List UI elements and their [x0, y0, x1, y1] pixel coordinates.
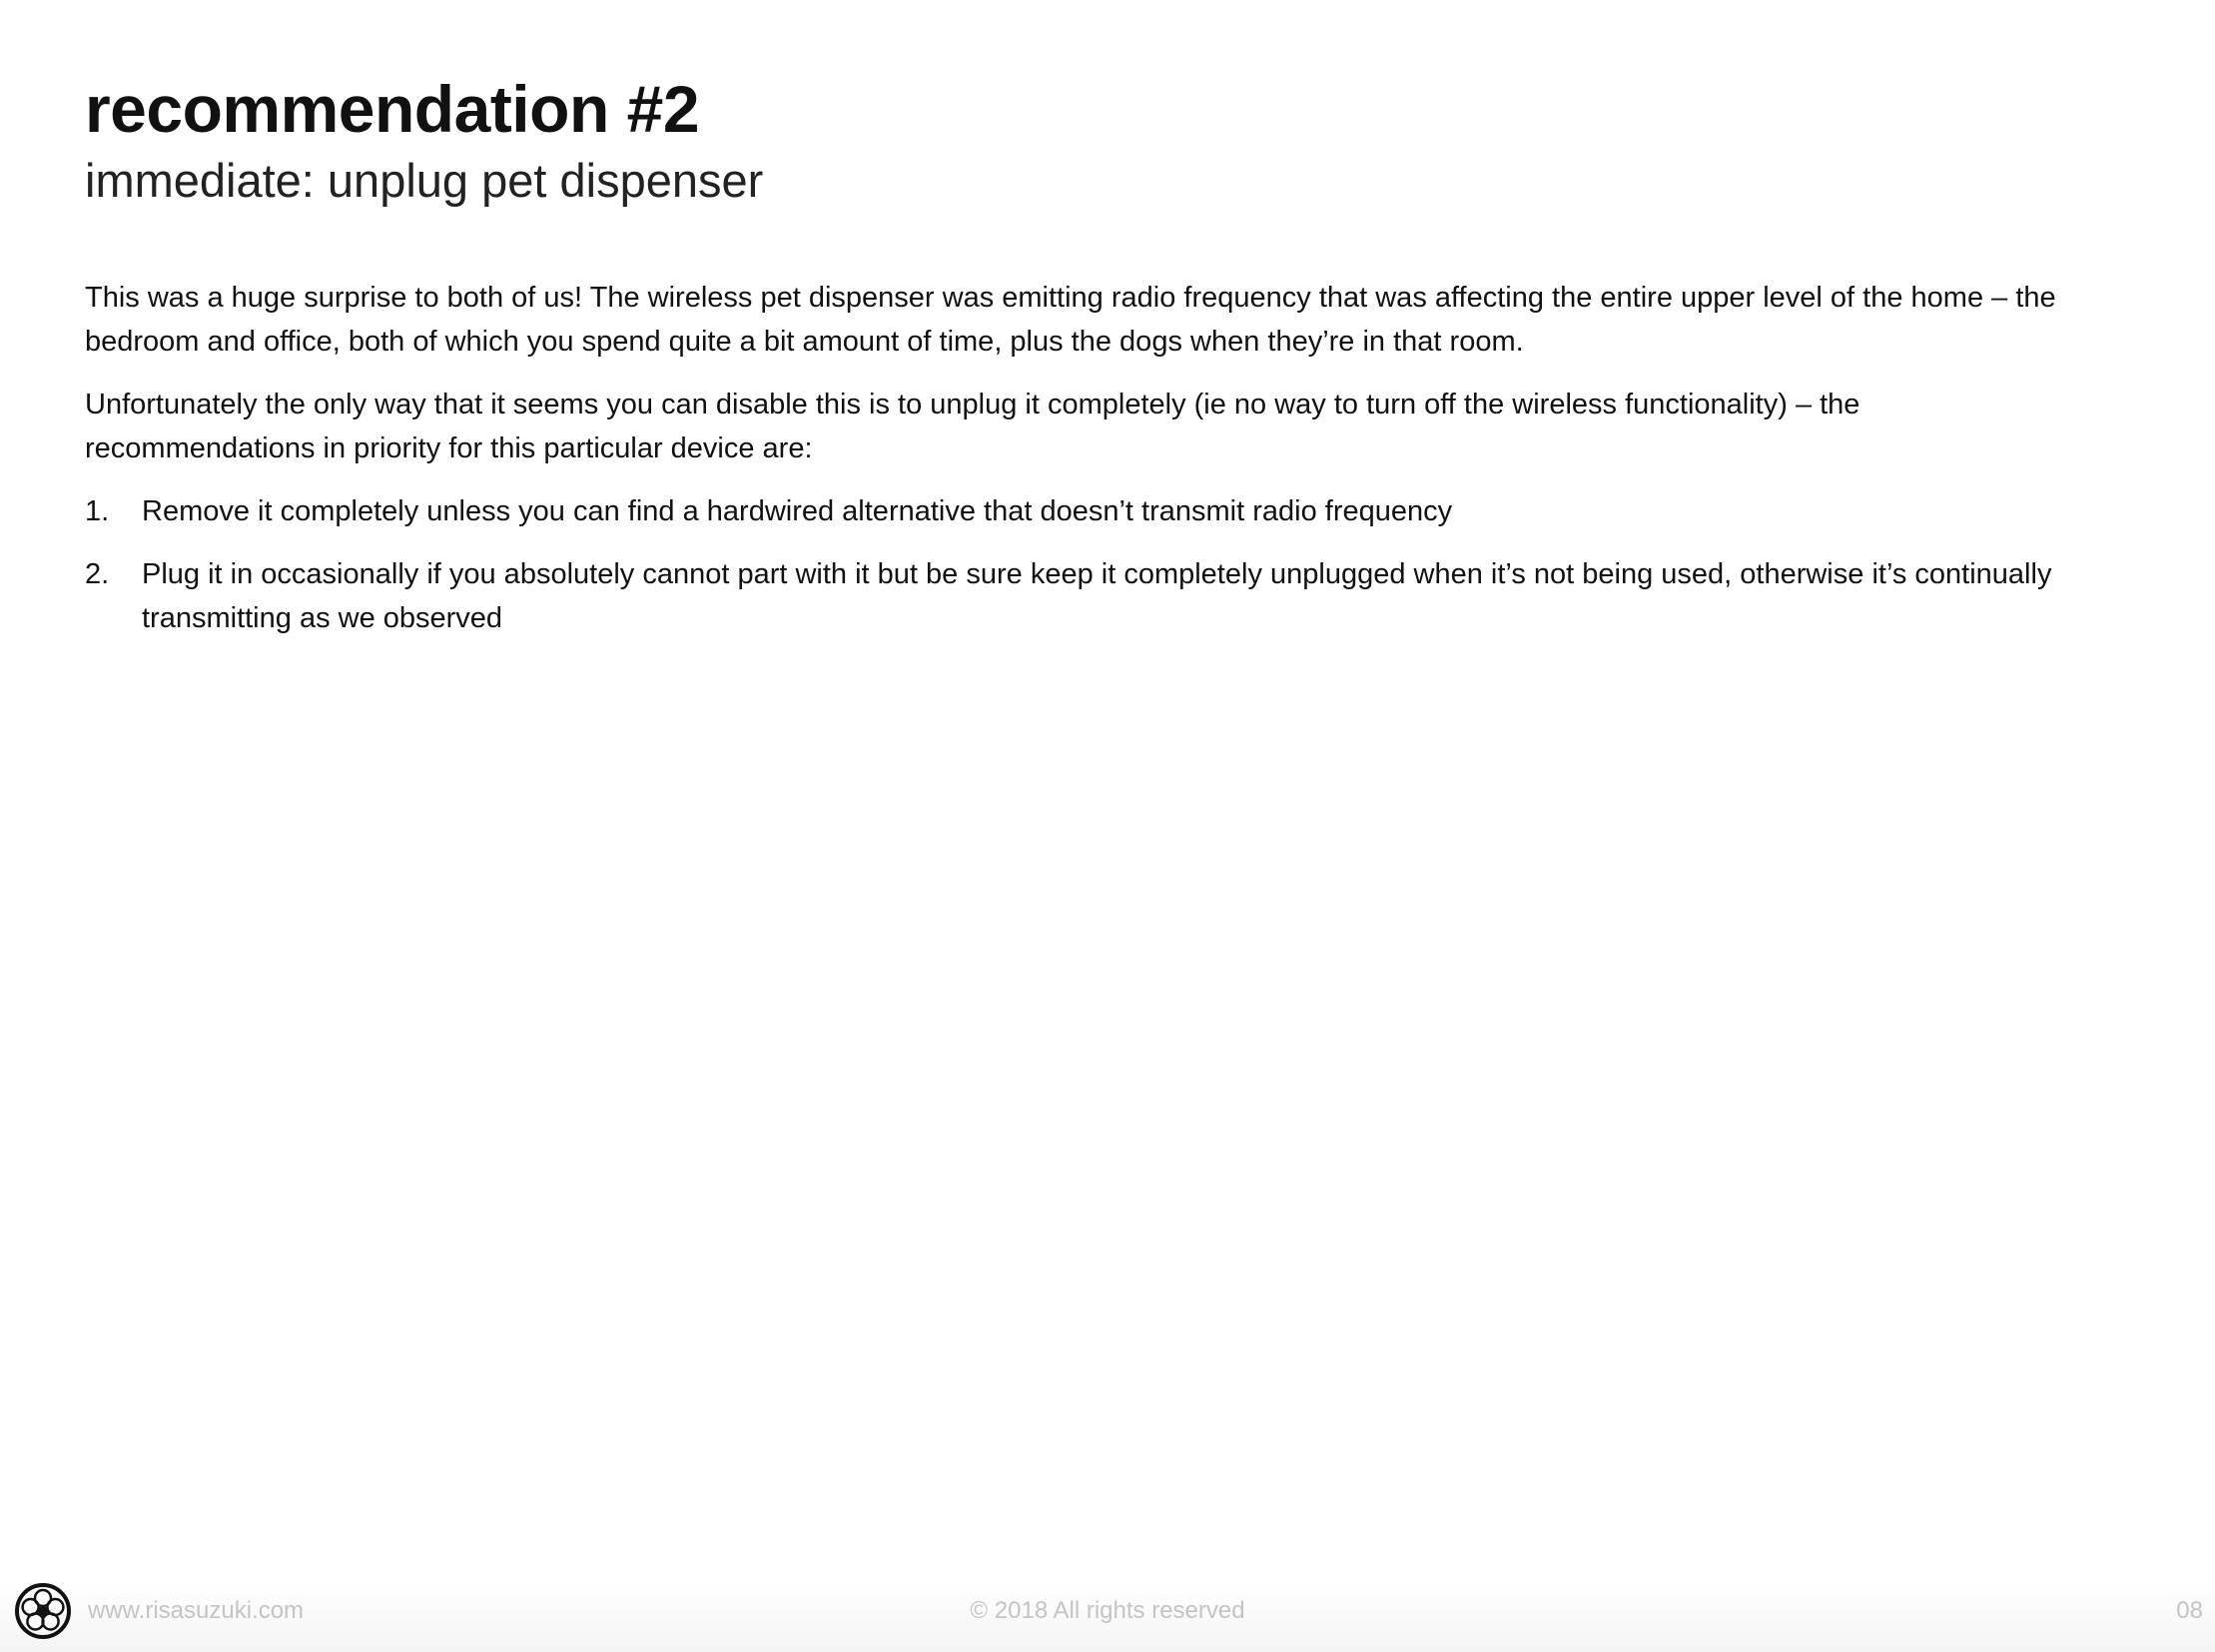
body-paragraph: Unfortunately the only way that it seems you can disable this is to unplug it completely (ie no way to turn off the wireless functionality) – the recommendations in priority for this particular device are:	[85, 389, 1860, 464]
list-item	[85, 552, 2092, 640]
list-item-number: 1.	[85, 495, 110, 527]
list-item	[85, 489, 2092, 533]
footer-copyright: © 2018 All rights reserved	[970, 1597, 1245, 1624]
list-item-text: Remove it completely unless you can find a hardwired alternative that doesn’t transmit radio frequency	[142, 495, 1453, 527]
body-paragraph: This was a huge surprise to both of us! The wireless pet dispenser was emitting radio frequency that was affecting the entire upper level of the home – the bedroom and office, both of which you spend quite a bit amount of time, plus the dogs when they’re in that room.	[85, 282, 2056, 358]
page-number: 08	[2176, 1597, 2203, 1624]
recommendation-list	[85, 489, 2092, 640]
list-item-text: Plug it in occasionally if you absolutely cannot part with it but be sure keep it completely unplugged when it’s not being used, otherwise it’s continually transmitting as we observed	[142, 558, 2052, 634]
footer-url-link[interactable]: www.risasuzuki.com	[88, 1597, 305, 1624]
slide-title: recommendation #2	[85, 72, 700, 146]
slide-subtitle: immediate: unplug pet dispenser	[85, 154, 764, 207]
slide-body	[85, 276, 2092, 659]
list-item-number: 2.	[85, 558, 110, 590]
